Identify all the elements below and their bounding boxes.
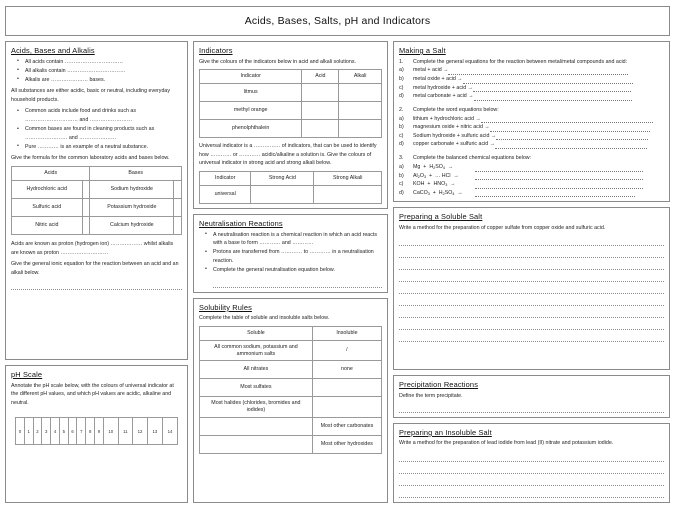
column-header-strong-alkali: Strong Alkali	[314, 171, 382, 185]
item-label: b)	[399, 76, 404, 83]
cell-base-name: Calcium hydroxide	[90, 217, 174, 235]
table-row	[200, 186, 382, 204]
page-title: Acids, Bases, Salts, pH and Indicators	[244, 15, 431, 27]
equation-item	[399, 66, 664, 75]
cell-acid-name: Hydrochloric acid	[12, 181, 83, 199]
universal-indicator-text: Universal indicator is a …………… of indicators, that can be used to identify how ………… or ………… acidic/alkaline a solution is. Give the colours of universal indicator in strong acid and strong alkali below.	[199, 143, 377, 167]
section-heading-precipitation-reactions: Precipitation Reactions	[399, 380, 479, 390]
panel-neutralisation-reactions	[193, 214, 388, 293]
answer-line[interactable]	[399, 294, 664, 306]
table-row	[12, 199, 182, 217]
item-label: d)	[399, 141, 404, 148]
equation-item	[399, 189, 664, 198]
left-column	[5, 41, 188, 503]
column-header-insoluble: Insoluble	[312, 327, 381, 341]
answer-line[interactable]	[399, 270, 664, 282]
insoluble-salt-instruction: Write a method for the preparation of lead iodide from lead (II) nitrate and potassium iodide.	[399, 440, 614, 447]
cell-insoluble: /	[312, 341, 381, 361]
equation-item	[399, 92, 664, 101]
column-header-indicator: Indicator	[200, 70, 302, 84]
answer-line[interactable]	[11, 279, 182, 290]
cell-soluble: Most sulfates	[200, 379, 313, 397]
item-label: a)	[399, 164, 404, 171]
indicators-table	[199, 69, 382, 138]
cell-acid-formula-blank[interactable]	[82, 199, 90, 217]
neutralisation-answer-lines[interactable]	[199, 277, 382, 288]
panel-indicators	[193, 41, 388, 209]
precipitation-instruction: Define the term precipitate.	[399, 392, 463, 399]
question-1	[399, 58, 664, 66]
solubility-instruction: Complete the table of soluble and insoluble salts below.	[199, 315, 330, 322]
cell-base-name: Potassium hydroxide	[90, 199, 174, 217]
equation-prompt: copper carbonate + sulfuric acid →	[413, 141, 495, 148]
ph-cell[interactable]: 10	[103, 418, 118, 445]
item-label: c)	[399, 84, 404, 91]
item-text	[413, 115, 664, 124]
section-heading-making-a-salt: Making a Salt	[399, 46, 446, 55]
section-heading-neutralisation: Neutralisation Reactions	[199, 219, 283, 229]
cell-acid-colour-blank[interactable]	[302, 84, 339, 102]
list-item: • A neutralisation reaction is a chemical reaction in which an acid reacts with a base to form ………… and …………	[213, 231, 382, 248]
answer-line[interactable]	[399, 318, 664, 330]
panel-acids-bases-alkalis	[5, 41, 188, 360]
item-text	[413, 75, 664, 84]
chemical-formula: KOH + $HNO_3$ →	[413, 181, 456, 188]
cell-strong-alkali-blank[interactable]	[314, 186, 382, 204]
table-row	[12, 181, 182, 199]
list-item: • Complete the general neutralisation equation below.	[213, 266, 382, 275]
ph-cell[interactable]: 7	[77, 418, 86, 445]
equation-prompt: metal + acid →	[413, 67, 449, 74]
item-label: b)	[399, 172, 404, 179]
answer-line[interactable]	[399, 474, 664, 486]
chemical-formula: $Al_2O_3$ + … HCl →	[413, 172, 459, 179]
panel-making-a-salt	[393, 41, 670, 202]
table-row	[200, 435, 382, 453]
acids-bases-bullets	[11, 58, 182, 85]
answer-blank[interactable]	[475, 196, 635, 197]
cell-acid-formula-blank[interactable]	[82, 217, 90, 235]
item-label: b)	[399, 124, 404, 131]
question-number: 3.	[399, 155, 404, 162]
cell-alkali-colour-blank[interactable]	[339, 84, 382, 102]
equation-prompt: metal carbonate + acid →	[413, 93, 474, 100]
insoluble-salt-answer-lines[interactable]	[399, 450, 664, 498]
question-text: Complete the word equations below:	[413, 106, 499, 113]
cell-insoluble: Most other hydroxides	[312, 435, 381, 453]
section-heading-preparing-insoluble-salt: Preparing an Insoluble Salt	[399, 427, 492, 437]
cell-soluble-blank[interactable]	[200, 435, 313, 453]
cell-base-name: Sodium hydroxide	[90, 181, 174, 199]
table-header-row	[200, 327, 382, 341]
columns-container	[5, 41, 670, 503]
ph-scale-instruction: Annotate the pH scale below, with the colours of universal indicator at the different pH values, and which pH values are acidic, alkaline and neutral.	[11, 382, 174, 406]
cell-indicator-name: litmus	[200, 84, 302, 102]
item-text	[413, 163, 664, 172]
section-heading-acids-bases-alkalis: Acids, Bases and Alkalis	[11, 46, 95, 55]
column-header-strong-acid: Strong Acid	[251, 171, 314, 185]
equation-prompt: metal oxide + acid →	[413, 76, 463, 83]
table-row	[200, 397, 382, 417]
equation-prompt: lithium + hydrochloric acid →	[413, 115, 481, 122]
answer-line[interactable]	[399, 258, 664, 270]
chemical-formula: CaCO$_3$ + $H_2SO_4$ →	[413, 189, 463, 196]
formula-table-intro: Give the formula for the common laboratory acids and bases below.	[11, 155, 170, 162]
cell-soluble: All common sodium, potassium and ammonium salts	[200, 341, 313, 361]
equation-prompt: metal hydroxide + acid →	[413, 84, 473, 91]
universal-indicator-table	[199, 171, 382, 204]
panel-preparing-soluble-salt	[393, 207, 670, 370]
section-heading-ph-scale: pH Scale	[11, 370, 43, 379]
cell-acid-name: Nitric acid	[12, 217, 83, 235]
table-row	[200, 120, 382, 138]
table-row	[200, 417, 382, 435]
cell-acid-colour-blank[interactable]	[302, 120, 339, 138]
cell-base-formula-blank[interactable]	[174, 181, 182, 199]
list-item: • Protons are transferred from ………… to ………… in a neutralisation reaction.	[213, 248, 382, 265]
answer-line[interactable]	[399, 462, 664, 474]
table-header-row	[12, 166, 182, 180]
equation-item	[399, 115, 664, 124]
equation-prompt: Sodium hydroxide + sulfuric acid →	[413, 132, 497, 139]
ph-cell[interactable]: 4	[51, 418, 60, 445]
cell-insoluble-blank[interactable]	[312, 379, 381, 397]
question-text: Complete the balanced chemical equations below:	[413, 155, 532, 162]
equation-item	[399, 180, 664, 189]
table-row	[12, 217, 182, 235]
table-row	[200, 379, 382, 397]
solubility-table	[199, 326, 382, 454]
list-item: • All alkalis contain ……………………………	[25, 67, 182, 76]
cell-base-formula-blank[interactable]	[174, 199, 182, 217]
item-text	[413, 132, 664, 141]
ph-cell[interactable]: 14	[162, 418, 177, 445]
list-item: • Pure ………… is an example of a neutral substance.	[25, 143, 182, 152]
panel-ph-scale	[5, 365, 188, 503]
panel-solubility-rules	[193, 298, 388, 503]
ph-cell[interactable]: 9	[95, 418, 104, 445]
ionic-equation-answer-lines[interactable]	[11, 279, 182, 290]
right-column	[393, 41, 670, 503]
equation-item	[399, 172, 664, 181]
section-heading-preparing-soluble-salt: Preparing a Soluble Salt	[399, 212, 483, 222]
cell-alkali-colour-blank[interactable]	[339, 102, 382, 120]
equation-prompt: magnesium oxide + nitric acid →	[413, 124, 490, 131]
neutralisation-bullets	[199, 231, 382, 275]
ph-cell[interactable]: 5	[59, 418, 68, 445]
item-label: c)	[399, 181, 404, 188]
item-text	[413, 172, 664, 181]
answer-line[interactable]	[399, 282, 664, 294]
item-text	[413, 92, 664, 101]
middle-column	[193, 41, 388, 503]
equation-item	[399, 163, 664, 172]
cell-insoluble: none	[312, 361, 381, 379]
section-heading-solubility-rules: Solubility Rules	[199, 302, 252, 312]
column-header-acid: Acid	[302, 70, 339, 84]
table-row	[200, 341, 382, 361]
answer-line[interactable]	[213, 277, 382, 288]
answer-line[interactable]	[399, 330, 664, 342]
common-acids-bases-bullets	[11, 107, 182, 151]
ph-cell[interactable]: 0	[16, 418, 25, 445]
list-item: • Common acids include food and drinks such as ………………………… and ……………………	[25, 107, 182, 124]
cell-alkali-colour-blank[interactable]	[339, 120, 382, 138]
answer-blank[interactable]	[495, 148, 647, 149]
answer-line[interactable]	[399, 450, 664, 462]
column-header-acids: Acids	[12, 166, 90, 180]
cell-soluble: All nitrates	[200, 361, 313, 379]
list-item: • Common bases are found in cleaning products such as …………………… and …………………	[25, 125, 182, 142]
cell-acid-formula-blank[interactable]	[82, 181, 90, 199]
column-header-indicator: Indicator	[200, 171, 251, 185]
cell-soluble: Most halides (chlorides, bromides and iodides)	[200, 397, 313, 417]
ph-scale-table	[15, 417, 178, 445]
cell-strong-acid-blank[interactable]	[251, 186, 314, 204]
ph-cell[interactable]: 8	[86, 418, 95, 445]
item-label: d)	[399, 189, 404, 196]
equation-item	[399, 75, 664, 84]
item-label: a)	[399, 115, 404, 122]
equation-item	[399, 123, 664, 132]
acids-bases-formula-table	[11, 166, 182, 235]
question-3	[399, 154, 664, 162]
table-header-row	[200, 70, 382, 84]
list-item: • All acids contain ……………………………	[25, 58, 182, 67]
ionic-equation-text: Give the general ionic equation for the reaction between an acid and an alkali below.	[11, 261, 179, 276]
panel-precipitation-reactions	[393, 375, 670, 418]
proton-text: Acids are known as proton (hydrogen ion) ……………… whilst alkalis are known as proton ………………………	[11, 241, 174, 256]
equation-item	[399, 84, 664, 93]
item-label: a)	[399, 67, 404, 74]
cell-indicator-name: phenolphthalein	[200, 120, 302, 138]
ph-cell[interactable]: 2	[33, 418, 42, 445]
column-header-alkali: Alkali	[339, 70, 382, 84]
question-number: 2.	[399, 106, 404, 113]
question-number: 1.	[399, 58, 404, 65]
question-text: Complete the general equations for the reaction between metal/metal compounds and acid:	[413, 58, 628, 65]
panel-preparing-insoluble-salt	[393, 423, 670, 503]
question-2	[399, 106, 664, 114]
ph-cell[interactable]: 6	[68, 418, 77, 445]
equation-item	[399, 140, 664, 149]
table-row	[200, 84, 382, 102]
answer-line[interactable]	[399, 486, 664, 498]
answer-line[interactable]	[399, 234, 664, 246]
item-text	[413, 84, 664, 93]
cell-insoluble-blank[interactable]	[312, 397, 381, 417]
ph-cell[interactable]: 1	[24, 418, 33, 445]
ph-cell[interactable]: 3	[42, 418, 51, 445]
page-title-bar	[5, 6, 670, 36]
table-header-row	[200, 171, 382, 185]
cell-soluble-blank[interactable]	[200, 417, 313, 435]
chemical-formula: $Mg + H_2SO_4$ →	[413, 164, 454, 171]
cell-indicator-name: universal	[200, 186, 251, 204]
item-text	[413, 66, 664, 75]
column-header-bases: Bases	[90, 166, 182, 180]
item-text	[413, 189, 664, 198]
indicators-instruction: Give the colours of the indicators below in acid and alkali solutions.	[199, 58, 356, 65]
ph-cell[interactable]: 12	[132, 418, 147, 445]
substances-intro-text: All substances are either acidic, basic or neutral, including everyday household products.	[11, 88, 170, 103]
cell-indicator-name: methyl orange	[200, 102, 302, 120]
ph-cell[interactable]: 13	[147, 418, 162, 445]
cell-acid-name: Sulfuric acid	[12, 199, 83, 217]
cell-acid-colour-blank[interactable]	[302, 102, 339, 120]
section-heading-indicators: Indicators	[199, 46, 233, 55]
answer-line[interactable]	[399, 306, 664, 318]
precipitation-answer-lines[interactable]	[399, 402, 664, 413]
list-item: • Alkalis are ………………… bases.	[25, 76, 182, 85]
item-label: d)	[399, 93, 404, 100]
cell-base-formula-blank[interactable]	[174, 217, 182, 235]
answer-line[interactable]	[399, 246, 664, 258]
soluble-salt-instruction: Write a method for the preparation of copper sulfate from copper oxide and sulfuric acid.	[399, 224, 606, 231]
item-text	[413, 123, 664, 132]
equation-item	[399, 132, 664, 141]
answer-line[interactable]	[399, 402, 664, 413]
item-text	[413, 140, 664, 149]
ph-cell[interactable]: 11	[118, 418, 132, 445]
item-text	[413, 180, 664, 189]
table-row	[200, 361, 382, 379]
cell-insoluble: Most other carbonates	[312, 417, 381, 435]
soluble-salt-answer-lines[interactable]	[399, 234, 664, 342]
item-label: c)	[399, 132, 404, 139]
column-header-soluble: Soluble	[200, 327, 313, 341]
answer-blank[interactable]	[474, 100, 632, 101]
ph-scale-row	[16, 418, 178, 445]
table-row	[200, 102, 382, 120]
ph-scale-wrapper	[11, 417, 182, 445]
